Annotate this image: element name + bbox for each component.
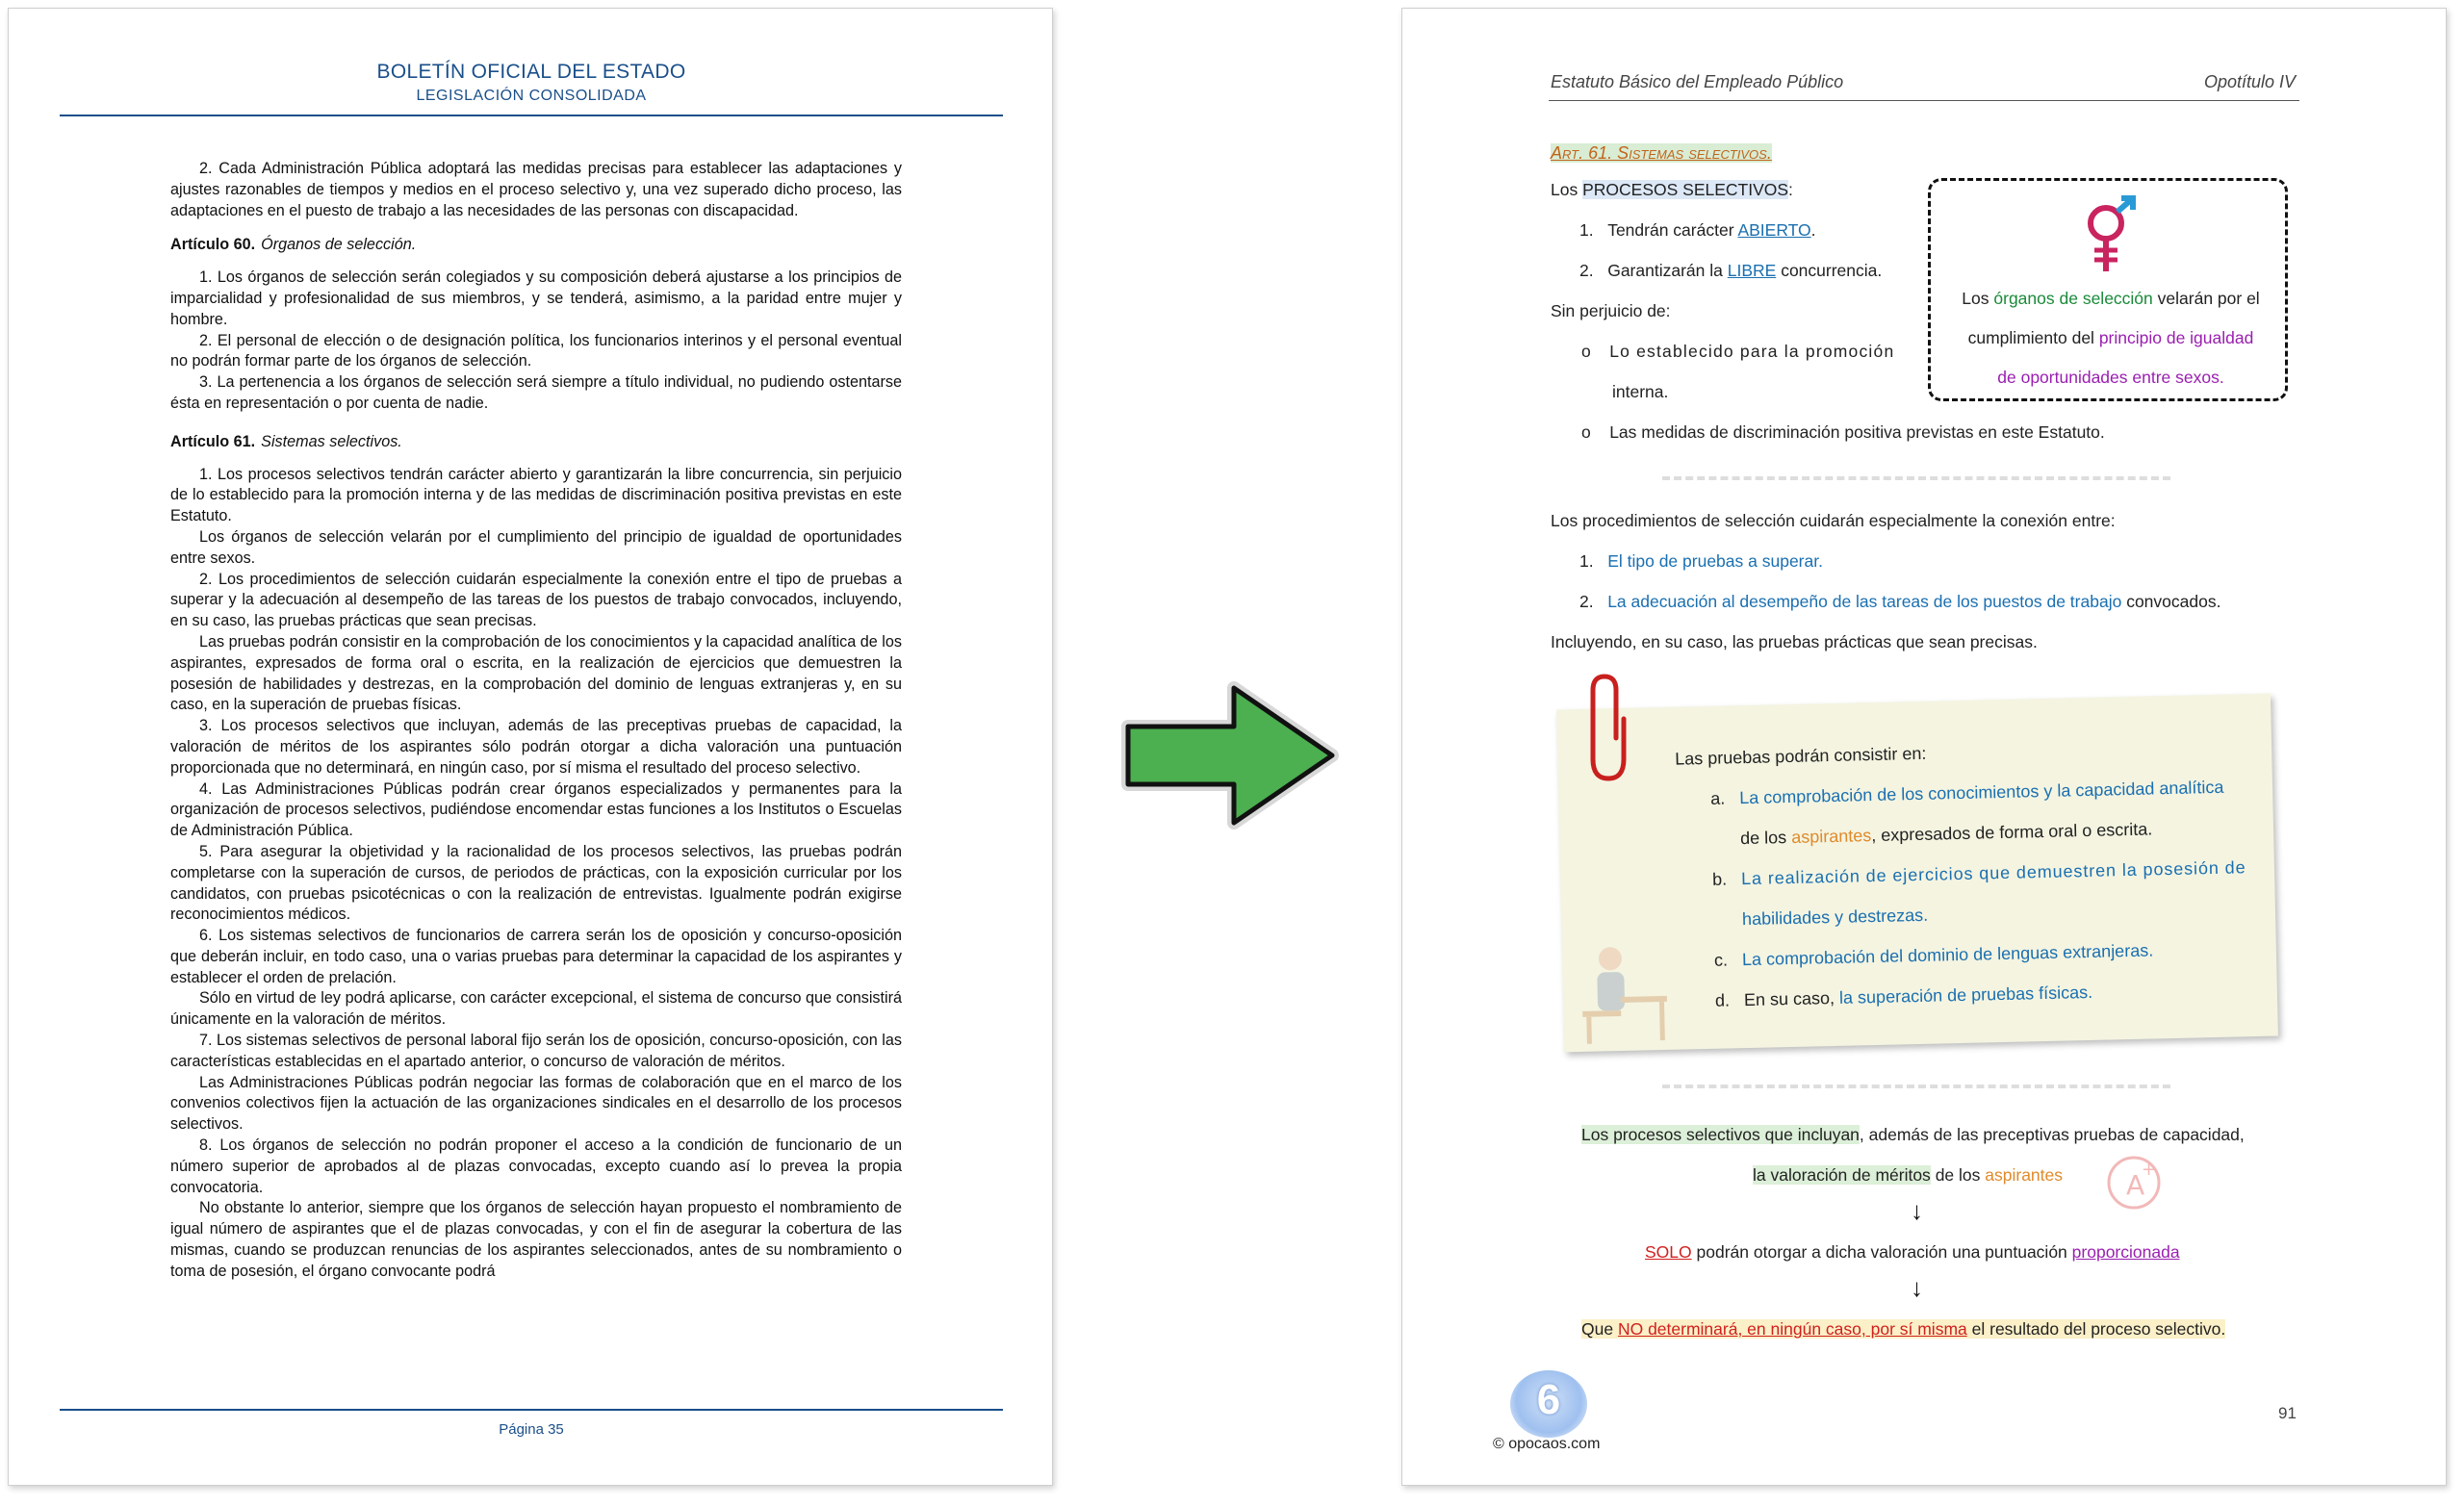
paragraph: 2. El personal de elección o de designación política, los funcionarios interinos y el personal eventual no podrán formar parte de los órganos de selección. [170,331,902,370]
page-number: 91 [2278,1404,2297,1422]
header-left: Estatuto Básico del Empleado Público [1551,72,1844,91]
note-item-cont: habilidades y destrezas. [1741,905,1929,930]
boe-subtitle: LEGISLACIÓN CONSOLIDADA [416,88,647,104]
separator [1662,1085,2170,1088]
note-item: b. La realización de ejercicios que demuestren la posesión de [1711,857,2246,889]
equality-box [1928,178,2288,401]
note-item: d. En su caso, la superación de pruebas físicas. [1714,982,2093,1010]
down-arrow-icon: ↓ [1911,1273,1923,1302]
gender-equality-icon [2077,194,2144,275]
article-60-heading: Artículo 60. Órganos de selección. [170,236,417,254]
footer-rule [60,1409,1003,1411]
note-title: Las pruebas podrán consistir en: [1675,743,1927,769]
paragraph: Sólo en virtud de ley podrá aplicarse, con carácter excepcional, el sistema de concurso que consistirá únicamente en la valoración de méritos. [170,989,902,1029]
paragraph: 4. Las Administraciones Públicas podrán crear órganos especializados y permanentes para la organización de procesos selectivos, pudiéndose encomendar estas funciones a los Institutos o Escuelas de Administración Pública. [170,779,902,840]
header-rule [60,115,1003,116]
paragraph: 2. Los procedimientos de selección cuidarán especialmente la conexión entre el tipo de pruebas a superar y la adecuación al desempeño de las tareas de los puestos de trabajo convocados, incluyendo, en su caso, las pruebas prácticas que sean precisas. [170,570,902,630]
flow-line-1: Los procesos selectivos que incluyan, además de las preceptivas pruebas de capacidad, [1581,1125,2245,1144]
paragraph: 8. Los órganos de selección no podrán proponer el acceso a la condición de funcionario de un número superior de aprobados al de plazas convocadas, excepto cuando así lo prevea la propia convocatoria. [170,1136,902,1196]
note-item: a. La comprobación de los conocimientos y la capacidad analítica [1709,777,2224,808]
paragraph: 7. Los sistemas selectivos de personal laboral fijo serán los de oposición, concurso-oposición, con las características establecidas en el apartado anterior, o concurso de valoración de méritos. [170,1032,902,1070]
sin-perjuicio: Sin perjuicio de: [1551,301,1671,320]
sub-item-cont: interna. [1612,382,1669,401]
paragraph: No obstante lo anterior, siempre que los órganos de selección hayan propuesto el nombramiento de igual número de aspirantes que el de plazas convocadas, y con el fin de asegurar la cobertura de las mismas, cuando se produzcan renuncias de los aspirantes seleccionados, antes de su nombramiento o toma de posesión, el órgano convocante podrá [170,1199,902,1280]
page-footer: Página 35 [499,1421,564,1438]
procedimientos-line: Los procedimientos de selección cuidarán especialmente la conexión entre: [1551,511,2116,530]
list-item: 2. La adecuación al desempeño de las tareas de los puestos de trabajo convocados. [1579,592,2221,611]
header-right: Opotítulo IV [2203,72,2296,91]
paragraph: 3. Los procesos selectivos que incluyan, además de las preceptivas pruebas de capacidad, la valoración de méritos de los aspirantes sólo podrán otorgar a dicha valoración una puntuación proporcionada que no determinará, en ningún caso, por sí misma el resultado del proceso selectivo. [170,717,902,777]
note-item-cont: de los aspirantes, expresados de forma oral o escrita. [1739,819,2153,849]
paragraph: 1. Los órganos de selección serán colegiados y su composición deberá ajustarse a los principios de imparcialidad y profesionalidad de sus miembros, y se tenderá, asimismo, a la paridad entre mujer y hombre. [170,268,902,328]
svg-text:+: + [2142,1160,2157,1180]
a-plus-grade-icon [2103,1150,2165,1212]
boe-title: BOLETÍN OFICIAL DEL ESTADO [376,61,686,83]
paragraph: 5. Para asegurar la objetividad y la racionalidad de los procesos selectivos, las pruebas podrán completarse con la superación de cursos, de periodos de prácticas, con la exposición curricular por los candidatos, con pruebas psicotécnicas o con la realización de entrevistas. Igualmente podrán exigirse reconocimientos médicos. [170,842,902,924]
right-arrow-icon [1109,674,1349,837]
header-rule [1549,100,2299,101]
paragraph: Los órganos de selección velarán por el cumplimiento del principio de igualdad de oportunidades entre sexos. [170,527,902,567]
procesos-line: Los PROCESOS SELECTIVOS: [1551,180,1793,199]
boe-body [170,159,902,1283]
article-title: Art. 61. Sistemas selectivos. [1551,143,1772,163]
flow-line-3: SOLO podrán otorgar a dicha valoración una puntuación proporcionada [1645,1242,2180,1262]
list-item: 1. El tipo de pruebas a superar. [1579,551,1823,571]
flow-line-2: la valoración de méritos de los aspirantes [1753,1165,2064,1185]
sub-item: o Las medidas de discriminación positiva previstas en este Estatuto. [1581,422,2105,442]
paragraph: 3. La pertenencia a los órganos de selección será siempre a título individual, no pudiendo ostentarse ésta en representación o por cuenta de nadie. [170,373,902,412]
paragraph: Las pruebas podrán consistir en la comprobación de los conocimientos y la capacidad analítica de los aspirantes, expresados de forma oral o escrita, en la realización de ejercicios que demuestren la posesión de habilidades y destrezas, en la comprobación del dominio de lenguas extranjeras y, en su caso, en la superación de pruebas físicas. [170,632,902,714]
note-item: c. La comprobación del dominio de lenguas extranjeras. [1713,940,2154,970]
copyright: © opocaos.com [1493,1436,1601,1452]
svg-text:A: A [2126,1169,2145,1201]
boe-page [8,8,1053,1486]
sticky-note [1556,694,2278,1053]
opocaos-logo: 6 [1510,1370,1587,1438]
paragraph: 1. Los procesos selectivos tendrán carácter abierto y garantizarán la libre concurrencia, sin perjuicio de lo establecido para la promoción interna y de las medidas de discriminación positiva previstas en este Estatuto. [170,465,902,525]
paragraph: 2. Cada Administración Pública adoptará las medidas precisas para establecer las adaptaciones y ajustes razonables de tiempos y medios en el proceso selectivo y, una vez superado dicho proceso, las adaptaciones en el puesto de trabajo a las necesidades de las personas con discapacidad. [170,160,902,219]
student-desk-icon [1571,938,1669,1046]
equality-text: Los órganos de selección velarán por el cumplimiento del principio de igualdad de oportunidades entre sexos. [1962,289,2260,387]
flow-line-4: Que NO determinará, en ningún caso, por sí misma el resultado del proceso selectivo. [1581,1319,2226,1339]
paragraph: 6. Los sistemas selectivos de funcionarios de carrera serán los de oposición y concurso-oposición que deberán incluir, en todo caso, una o varias pruebas para determinar la capacidad de los aspirantes y establecer el orden de prelación. [170,927,902,986]
list-item: 2. Garantizarán la LIBRE concurrencia. [1579,261,1883,280]
paragraph: Las Administraciones Públicas podrán negociar las formas de colaboración que en el marco de los convenios colectivos fijen la actuación de las organizaciones sindicales en el desarrollo de los procesos selectivos. [170,1073,902,1134]
notes-page [1401,8,2447,1486]
article-61-heading: Artículo 61. Sistemas selectivos. [170,432,402,450]
down-arrow-icon: ↓ [1911,1196,1923,1225]
list-item: 1. Tendrán carácter ABIERTO. [1579,220,1816,240]
incluyendo-line: Incluyendo, en su caso, las pruebas prácticas que sean precisas. [1551,632,2038,651]
paperclip-icon [1581,671,1635,786]
sub-item: o Lo establecido para la promoción [1581,342,1895,361]
separator [1662,476,2170,480]
